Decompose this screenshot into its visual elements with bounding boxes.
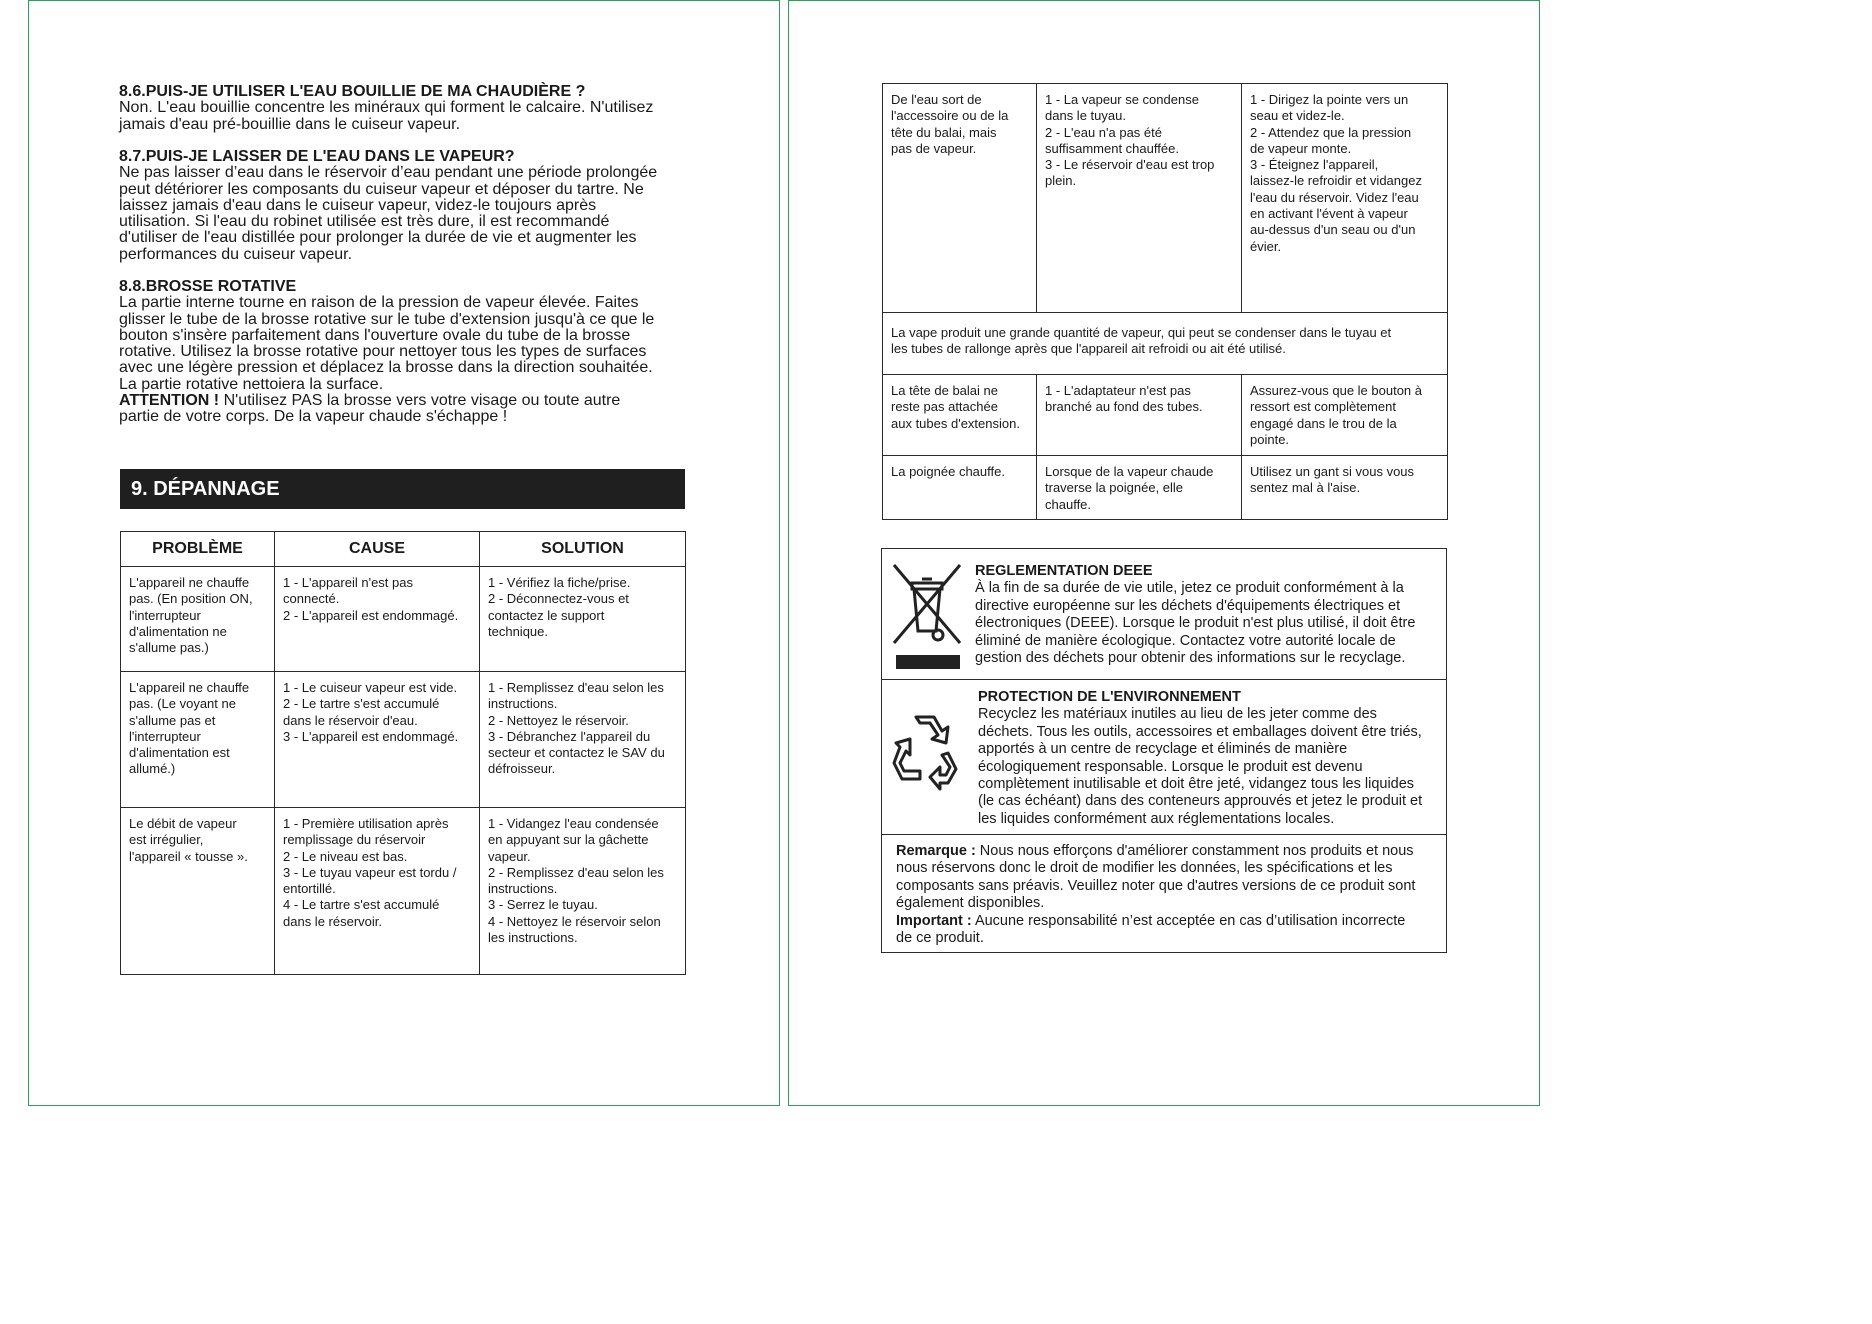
cell-line: 2 - Remplissez d'eau selon les (488, 864, 664, 880)
cell-line: l'interrupteur (129, 607, 201, 623)
body-line: nous réservons donc le droit de modifier les données, les spécifications et les (896, 860, 1393, 877)
section-title: 8.7.PUIS-JE LAISSER DE L'EAU DANS LE VAPEUR? (119, 148, 515, 165)
cell-line: l'eau du réservoir. Videz l'eau (1250, 189, 1419, 205)
body-line: rotative. Utilisez la brosse rotative pour nettoyer tous les types de surfaces (119, 343, 647, 361)
table-row (121, 808, 686, 975)
regulation-box (881, 548, 1447, 953)
body-line: complètement inutilisable et doit être jeté, vidangez tous les liquides (978, 776, 1415, 793)
environment-section (978, 689, 1422, 828)
divider (882, 679, 1446, 680)
cell-line: défroisseur. (488, 761, 556, 777)
cell-line: tête du balai, mais (891, 124, 997, 140)
cell-line: l'accessoire ou de la (891, 108, 1009, 124)
body-line: apportés à un centre de recyclage et éliminés de manière (978, 741, 1348, 758)
body-line: jamais d'eau pré-bouillie dans le cuiseur vapeur. (119, 115, 461, 133)
cell-line: 3 - Serrez le tuyau. (488, 897, 598, 913)
cell-line: allumé.) (129, 761, 176, 777)
cell-line: 2 - L'eau n'a pas été (1045, 124, 1162, 140)
body-line: performances du cuiseur vapeur. (119, 245, 353, 263)
cell-line: d'alimentation ne (129, 623, 227, 639)
section-8-7 (119, 149, 685, 263)
body-line: éliminé de manière écologique. Contactez votre autorité locale de (975, 632, 1396, 649)
environment-title: PROTECTION DE L'ENVIRONNEMENT (978, 689, 1241, 705)
body-line: Ne pas laisser d’eau dans le réservoir d’eau pendant une période prolongée (119, 164, 658, 182)
solution-cell (480, 808, 686, 975)
remark-section (896, 843, 1415, 947)
cell-line: 1 - Dirigez la pointe vers un (1250, 92, 1409, 107)
cell-line: reste pas attachée (891, 399, 998, 415)
cell-line: les tubes de rallonge après que l'appareil ait refroidi ou ait été utilisé. (891, 341, 1286, 357)
cell-line: La tête de balai ne (891, 383, 998, 398)
problem-cell (883, 375, 1037, 456)
weee-title: REGLEMENTATION DEEE (975, 563, 1153, 579)
body-line: laissez jamais d'eau dans le cuiseur vapeur, videz-le toujours après (119, 196, 597, 214)
table-header-row (121, 532, 686, 567)
cell-line: 1 - Vidangez l'eau condensée (488, 816, 659, 831)
table-row (883, 84, 1448, 313)
cell-line: 3 - L'appareil est endommagé. (283, 728, 459, 744)
cell-line: 1 - Vérifiez la fiche/prise. (488, 575, 631, 590)
cell-line: pointe. (1250, 431, 1290, 447)
remark-text: Nous nous efforçons d'améliorer constamment nos produits et nous (975, 843, 1414, 859)
body-line: écologiquement responsable. Lorsque le produit est devenu (978, 758, 1363, 775)
remark-label: Remarque : (896, 843, 976, 859)
cell-line: 1 - Le cuiseur vapeur est vide. (283, 680, 458, 695)
body-line: La partie rotative nettoiera la surface. (119, 375, 384, 393)
table-row (121, 567, 686, 672)
body-line: utilisation. Si l'eau du robinet utilisée est très dure, il est recommandé (119, 213, 610, 231)
cell-line: 3 - Débranchez l'appareil du (488, 728, 651, 744)
divider (882, 834, 1446, 835)
cell-line: s'allume pas et (129, 712, 216, 728)
section-8-6 (119, 84, 685, 133)
cell-line: 2 - L'appareil est endommagé. (283, 607, 459, 623)
cell-line: 2 - Nettoyez le réservoir. (488, 712, 629, 728)
recycle-icon (890, 711, 960, 791)
problem-cell (121, 672, 275, 808)
cell-line: contactez le support (488, 607, 605, 623)
cause-cell (275, 672, 480, 808)
cell-line: Lorsque de la vapeur chaude (1045, 464, 1214, 479)
table-row (883, 375, 1448, 456)
cell-line: seau et videz-le. (1250, 108, 1345, 124)
cell-line: pas. (En position ON, (129, 591, 253, 607)
cell-line: 3 - Le tuyau vapeur est tordu / (283, 864, 457, 880)
cell-line: Utilisez un gant si vous vous (1250, 464, 1415, 479)
cell-line: L'appareil ne chauffe (129, 680, 250, 695)
cell-line: de vapeur monte. (1250, 140, 1352, 156)
cell-line: traverse la poignée, elle (1045, 480, 1184, 496)
cell-line: remplissage du réservoir (283, 832, 426, 848)
problem-cell (121, 567, 275, 672)
important-line (896, 913, 1415, 930)
cell-line: 2 - Le tartre s'est accumulé (283, 696, 440, 712)
body-line: Recyclez les matériaux inutiles au lieu de les jeter comme des (978, 706, 1377, 723)
cell-line: dans le tuyau. (1045, 108, 1126, 124)
column-header-solution: SOLUTION (480, 532, 686, 567)
cell-line: laissez-le refroidir et vidangez (1250, 173, 1422, 189)
solution-cell (480, 567, 686, 672)
cell-line: secteur et contactez le SAV du (488, 745, 665, 761)
body-line: composants sans préavis. Veuillez noter que d'autres versions de ce produit sont (896, 877, 1416, 894)
important-text: Aucune responsabilité n’est acceptée en cas d’utilisation incorrecte (971, 912, 1406, 929)
cell-line: Assurez-vous que le bouton à (1250, 383, 1422, 398)
problem-cell (121, 808, 275, 975)
weee-crossed-bin-icon (890, 561, 964, 669)
remark-line (896, 843, 1415, 860)
cell-line: pas. (Le voyant ne (129, 696, 236, 712)
problem-cell (883, 456, 1037, 520)
problem-cell (883, 84, 1037, 313)
table-row (121, 672, 686, 808)
cell-line: en activant l'évent à vapeur (1250, 206, 1408, 222)
table-row (883, 456, 1448, 520)
cell-line: 4 - Nettoyez le réservoir selon (488, 913, 661, 929)
body-line: d'utiliser de l'eau distillée pour prolonger la durée de vie et augmenter les (119, 229, 637, 247)
cause-cell (1037, 375, 1242, 456)
cell-line: l'interrupteur (129, 728, 201, 744)
body-line: également disponibles. (896, 895, 1045, 912)
section-title: 8.8.BROSSE ROTATIVE (119, 278, 297, 295)
cause-cell (1037, 84, 1242, 313)
cell-line: instructions. (488, 696, 558, 712)
cell-line: entortillé. (283, 881, 336, 897)
body-line: (le cas échéant) dans des conteneurs approuvés et jetez le produit et (978, 793, 1423, 810)
cause-cell (275, 808, 480, 975)
solution-cell (1242, 456, 1448, 520)
cell-line: sentez mal à l'aise. (1250, 480, 1361, 496)
solution-cell (1242, 84, 1448, 313)
troubleshooting-table-continued (882, 83, 1448, 520)
body-line: La partie interne tourne en raison de la pression de vapeur élevée. Faites (119, 294, 639, 312)
weee-section (975, 563, 1415, 667)
cell-line: De l'eau sort de (891, 92, 982, 107)
solution-cell (480, 672, 686, 808)
cell-line: 2 - Attendez que la pression (1250, 124, 1412, 140)
important-label: Important : (896, 912, 972, 929)
cell-line: dans le réservoir. (283, 913, 382, 929)
cell-line: s'allume pas.) (129, 640, 209, 656)
cell-line: ressort est complètement (1250, 399, 1396, 415)
section-title: 8.6.PUIS-JE UTILISER L'EAU BOUILLIE DE MA CHAUDIÈRE ? (119, 83, 586, 100)
troubleshooting-banner: 9. DÉPANNAGE (120, 469, 685, 509)
cell-line: chauffe. (1045, 496, 1092, 512)
body-line: de ce produit. (896, 930, 984, 947)
cell-line: l'appareil « tousse ». (129, 848, 248, 864)
body-line: directive européenne sur les déchets d'équipements électriques et (975, 597, 1401, 614)
cell-line: dans le réservoir d'eau. (283, 712, 418, 728)
cell-line: La vape produit une grande quantité de vapeur, qui peut se condenser dans le tuyau et (891, 325, 1392, 340)
body-line: électroniques (DEEE). Lorsque le produit n'est plus utilisé, il doit être (975, 615, 1416, 632)
cell-line: en appuyant sur la gâchette (488, 832, 649, 848)
troubleshooting-table (120, 531, 686, 975)
body-line: partie de votre corps. De la vapeur chaude s'échappe ! (119, 408, 508, 426)
column-header-cause: CAUSE (275, 532, 480, 567)
cell-line: 1 - L'appareil n'est pas (283, 575, 413, 590)
cell-line: 2 - Déconnectez-vous et (488, 591, 629, 607)
cell-line: 3 - Le réservoir d'eau est trop (1045, 157, 1215, 173)
body-line: Non. L'eau bouillie concentre les minéraux qui forment le calcaire. N'utilisez (119, 99, 654, 117)
cause-cell (1037, 456, 1242, 520)
cell-line: instructions. (488, 881, 558, 897)
cell-line: les instructions. (488, 930, 578, 946)
body-line: bouton s'insère parfaitement dans l'ouverture ovale du tube de la brosse (119, 326, 631, 344)
cell-line: technique. (488, 623, 548, 639)
cell-line: connecté. (283, 591, 340, 607)
body-line: À la fin de sa durée de vie utile, jetez ce produit conformément à la (975, 580, 1404, 597)
cell-line: aux tubes d'extension. (891, 415, 1020, 431)
cell-line: d'alimentation est (129, 745, 230, 761)
body-line: peut détériorer les composants du cuiseur vapeur et déposer du tartre. Ne (119, 180, 644, 198)
column-header-problem: PROBLÈME (121, 532, 275, 567)
cell-line: est irrégulier, (129, 832, 204, 848)
body-line: glisser le tube de la brosse rotative sur le tube d'extension jusqu'à ce que le (119, 310, 655, 328)
cause-cell (275, 567, 480, 672)
body-line: les liquides conformément aux réglementations locales. (978, 810, 1335, 827)
note-cell (883, 313, 1448, 375)
cell-line: plein. (1045, 173, 1077, 189)
cell-line: 1 - L'adaptateur n'est pas (1045, 383, 1191, 398)
attention-line (119, 393, 685, 409)
solution-cell (1242, 375, 1448, 456)
cell-line: branché au fond des tubes. (1045, 399, 1203, 415)
section-8-8 (119, 279, 685, 426)
cell-line: suffisamment chauffée. (1045, 140, 1179, 156)
body-line: déchets. Tous les outils, accessoires et emballages doivent être triés, (978, 723, 1422, 740)
body-line: gestion des déchets pour obtenir des informations sur le recyclage. (975, 650, 1406, 667)
cell-line: Le débit de vapeur (129, 816, 237, 831)
table-note-row (883, 313, 1448, 375)
cell-line: 3 - Éteignez l'appareil, (1250, 157, 1379, 173)
cell-line: 4 - Le tartre s'est accumulé (283, 897, 440, 913)
attention-label: ATTENTION ! (119, 392, 220, 410)
attention-text: N'utilisez PAS la brosse vers votre visage ou toute autre (219, 392, 621, 410)
cell-line: vapeur. (488, 848, 531, 864)
body-line: avec une légère pression et déplacez la brosse dans la direction souhaitée. (119, 359, 653, 377)
cell-line: La poignée chauffe. (891, 464, 1005, 479)
cell-line: 1 - Première utilisation après (283, 816, 449, 831)
cell-line: engagé dans le trou de la (1250, 415, 1397, 431)
cell-line: 2 - Le niveau est bas. (283, 848, 408, 864)
cell-line: 1 - La vapeur se condense (1045, 92, 1199, 107)
cell-line: pas de vapeur. (891, 140, 977, 156)
cell-line: L'appareil ne chauffe (129, 575, 250, 590)
cell-line: évier. (1250, 238, 1282, 254)
cell-line: au-dessus d'un seau ou d'un (1250, 222, 1416, 238)
cell-line: 1 - Remplissez d'eau selon les (488, 680, 664, 695)
